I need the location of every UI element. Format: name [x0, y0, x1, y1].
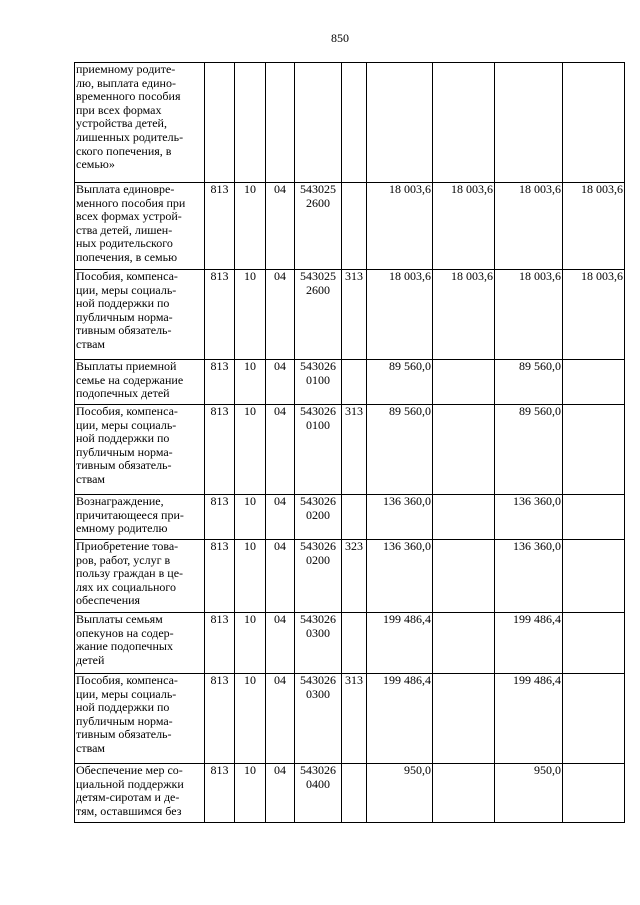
- cell-section: 10: [235, 764, 266, 823]
- cell-ministry: 813: [205, 360, 235, 405]
- cell-amount-2: 18 003,6: [433, 183, 495, 270]
- cell-amount-2: [433, 63, 495, 183]
- cell-ministry: 813: [205, 613, 235, 674]
- cell-amount-4: [563, 63, 625, 183]
- table-row: [75, 270, 625, 360]
- table-row: [75, 674, 625, 764]
- table-row: [75, 613, 625, 674]
- cell-expense-type: [342, 613, 367, 674]
- cell-name: Вознаграждение, причитающееся при- емному родителю: [75, 495, 205, 540]
- cell-amount-4: 18 003,6: [563, 270, 625, 360]
- cell-amount-1: [367, 63, 433, 183]
- cell-amount-3: 199 486,4: [495, 674, 563, 764]
- cell-section: 10: [235, 495, 266, 540]
- cell-section: 10: [235, 405, 266, 495]
- cell-name: Пособия, компенса- ции, меры социаль- ной поддержки по публичным норма- тивным обязатель- ствам: [75, 674, 205, 764]
- cell-name: Пособия, компенса- ции, меры социаль- ной поддержки по публичным норма- тивным обязатель- ствам: [75, 270, 205, 360]
- cell-amount-1: 89 560,0: [367, 360, 433, 405]
- cell-amount-1: 18 003,6: [367, 183, 433, 270]
- cell-amount-1: 950,0: [367, 764, 433, 823]
- cell-amount-4: [563, 360, 625, 405]
- cell-section: 10: [235, 613, 266, 674]
- cell-ministry: 813: [205, 270, 235, 360]
- cell-amount-4: [563, 540, 625, 613]
- cell-amount-2: 18 003,6: [433, 270, 495, 360]
- cell-amount-1: 89 560,0: [367, 405, 433, 495]
- cell-subsection: 04: [266, 674, 295, 764]
- cell-amount-2: [433, 764, 495, 823]
- cell-target: 543026 0200: [295, 540, 342, 613]
- cell-section: 10: [235, 674, 266, 764]
- cell-name: Выплаты семьям опекунов на содер- жание подопечных детей: [75, 613, 205, 674]
- cell-name: Обеспечение мер со- циальной поддержки детям-сиротам и де- тям, оставшимся без: [75, 764, 205, 823]
- cell-expense-type: [342, 360, 367, 405]
- cell-subsection: 04: [266, 270, 295, 360]
- table-row: [75, 183, 625, 270]
- cell-amount-3: 136 360,0: [495, 495, 563, 540]
- cell-amount-3: [495, 63, 563, 183]
- cell-subsection: 04: [266, 613, 295, 674]
- page-number: 850: [331, 31, 349, 45]
- cell-section: [235, 63, 266, 183]
- cell-amount-4: [563, 674, 625, 764]
- cell-expense-type: [342, 495, 367, 540]
- table-row: [75, 360, 625, 405]
- cell-amount-2: [433, 540, 495, 613]
- cell-amount-4: [563, 495, 625, 540]
- cell-ministry: 813: [205, 495, 235, 540]
- cell-amount-3: 136 360,0: [495, 540, 563, 613]
- cell-target: 543026 0200: [295, 495, 342, 540]
- cell-name: Выплата единовре- менного пособия при всех формах устрой- ства детей, лишен- ных родительского попечения, в семью: [75, 183, 205, 270]
- cell-amount-3: 89 560,0: [495, 360, 563, 405]
- cell-amount-3: 18 003,6: [495, 183, 563, 270]
- table-row: [75, 63, 625, 183]
- cell-amount-2: [433, 405, 495, 495]
- cell-ministry: 813: [205, 540, 235, 613]
- cell-target: 543025 2600: [295, 270, 342, 360]
- cell-section: 10: [235, 540, 266, 613]
- cell-amount-1: 136 360,0: [367, 495, 433, 540]
- cell-amount-4: [563, 764, 625, 823]
- cell-amount-1: 18 003,6: [367, 270, 433, 360]
- cell-amount-2: [433, 613, 495, 674]
- cell-target: 543026 0300: [295, 613, 342, 674]
- cell-amount-1: 199 486,4: [367, 613, 433, 674]
- cell-amount-3: 89 560,0: [495, 405, 563, 495]
- cell-amount-1: 136 360,0: [367, 540, 433, 613]
- cell-subsection: 04: [266, 540, 295, 613]
- cell-expense-type: 323: [342, 540, 367, 613]
- cell-ministry: 813: [205, 764, 235, 823]
- cell-subsection: 04: [266, 764, 295, 823]
- cell-amount-2: [433, 674, 495, 764]
- cell-amount-2: [433, 495, 495, 540]
- cell-expense-type: [342, 183, 367, 270]
- cell-subsection: 04: [266, 495, 295, 540]
- cell-target: 543026 0300: [295, 674, 342, 764]
- cell-expense-type: 313: [342, 405, 367, 495]
- cell-ministry: 813: [205, 674, 235, 764]
- cell-subsection: 04: [266, 405, 295, 495]
- table-row: [75, 405, 625, 495]
- cell-amount-3: 199 486,4: [495, 613, 563, 674]
- cell-amount-3: 950,0: [495, 764, 563, 823]
- cell-target: 543026 0400: [295, 764, 342, 823]
- cell-name: приемному родите- лю, выплата едино- временного пособия при всех формах устройства детей, лишенных родитель- ского попечения, в семью»: [75, 63, 205, 183]
- cell-expense-type: [342, 63, 367, 183]
- cell-expense-type: [342, 764, 367, 823]
- cell-ministry: [205, 63, 235, 183]
- cell-amount-1: 199 486,4: [367, 674, 433, 764]
- cell-amount-4: 18 003,6: [563, 183, 625, 270]
- cell-name: Приобретение това- ров, работ, услуг в пользу граждан в це- лях их социального обеспечения: [75, 540, 205, 613]
- cell-target: [295, 63, 342, 183]
- cell-amount-3: 18 003,6: [495, 270, 563, 360]
- cell-subsection: 04: [266, 360, 295, 405]
- cell-ministry: 813: [205, 405, 235, 495]
- cell-amount-4: [563, 613, 625, 674]
- table-row: [75, 540, 625, 613]
- cell-subsection: [266, 63, 295, 183]
- cell-subsection: 04: [266, 183, 295, 270]
- cell-target: 543025 2600: [295, 183, 342, 270]
- cell-section: 10: [235, 360, 266, 405]
- table-row: [75, 764, 625, 823]
- cell-section: 10: [235, 183, 266, 270]
- cell-expense-type: 313: [342, 674, 367, 764]
- cell-name: Выплаты приемной семье на содержание подопечных детей: [75, 360, 205, 405]
- cell-ministry: 813: [205, 183, 235, 270]
- table-row: [75, 495, 625, 540]
- cell-target: 543026 0100: [295, 360, 342, 405]
- cell-target: 543026 0100: [295, 405, 342, 495]
- budget-table: [74, 62, 625, 823]
- cell-amount-2: [433, 360, 495, 405]
- cell-amount-4: [563, 405, 625, 495]
- cell-expense-type: 313: [342, 270, 367, 360]
- cell-name: Пособия, компенса- ции, меры социаль- ной поддержки по публичным норма- тивным обязатель- ствам: [75, 405, 205, 495]
- cell-section: 10: [235, 270, 266, 360]
